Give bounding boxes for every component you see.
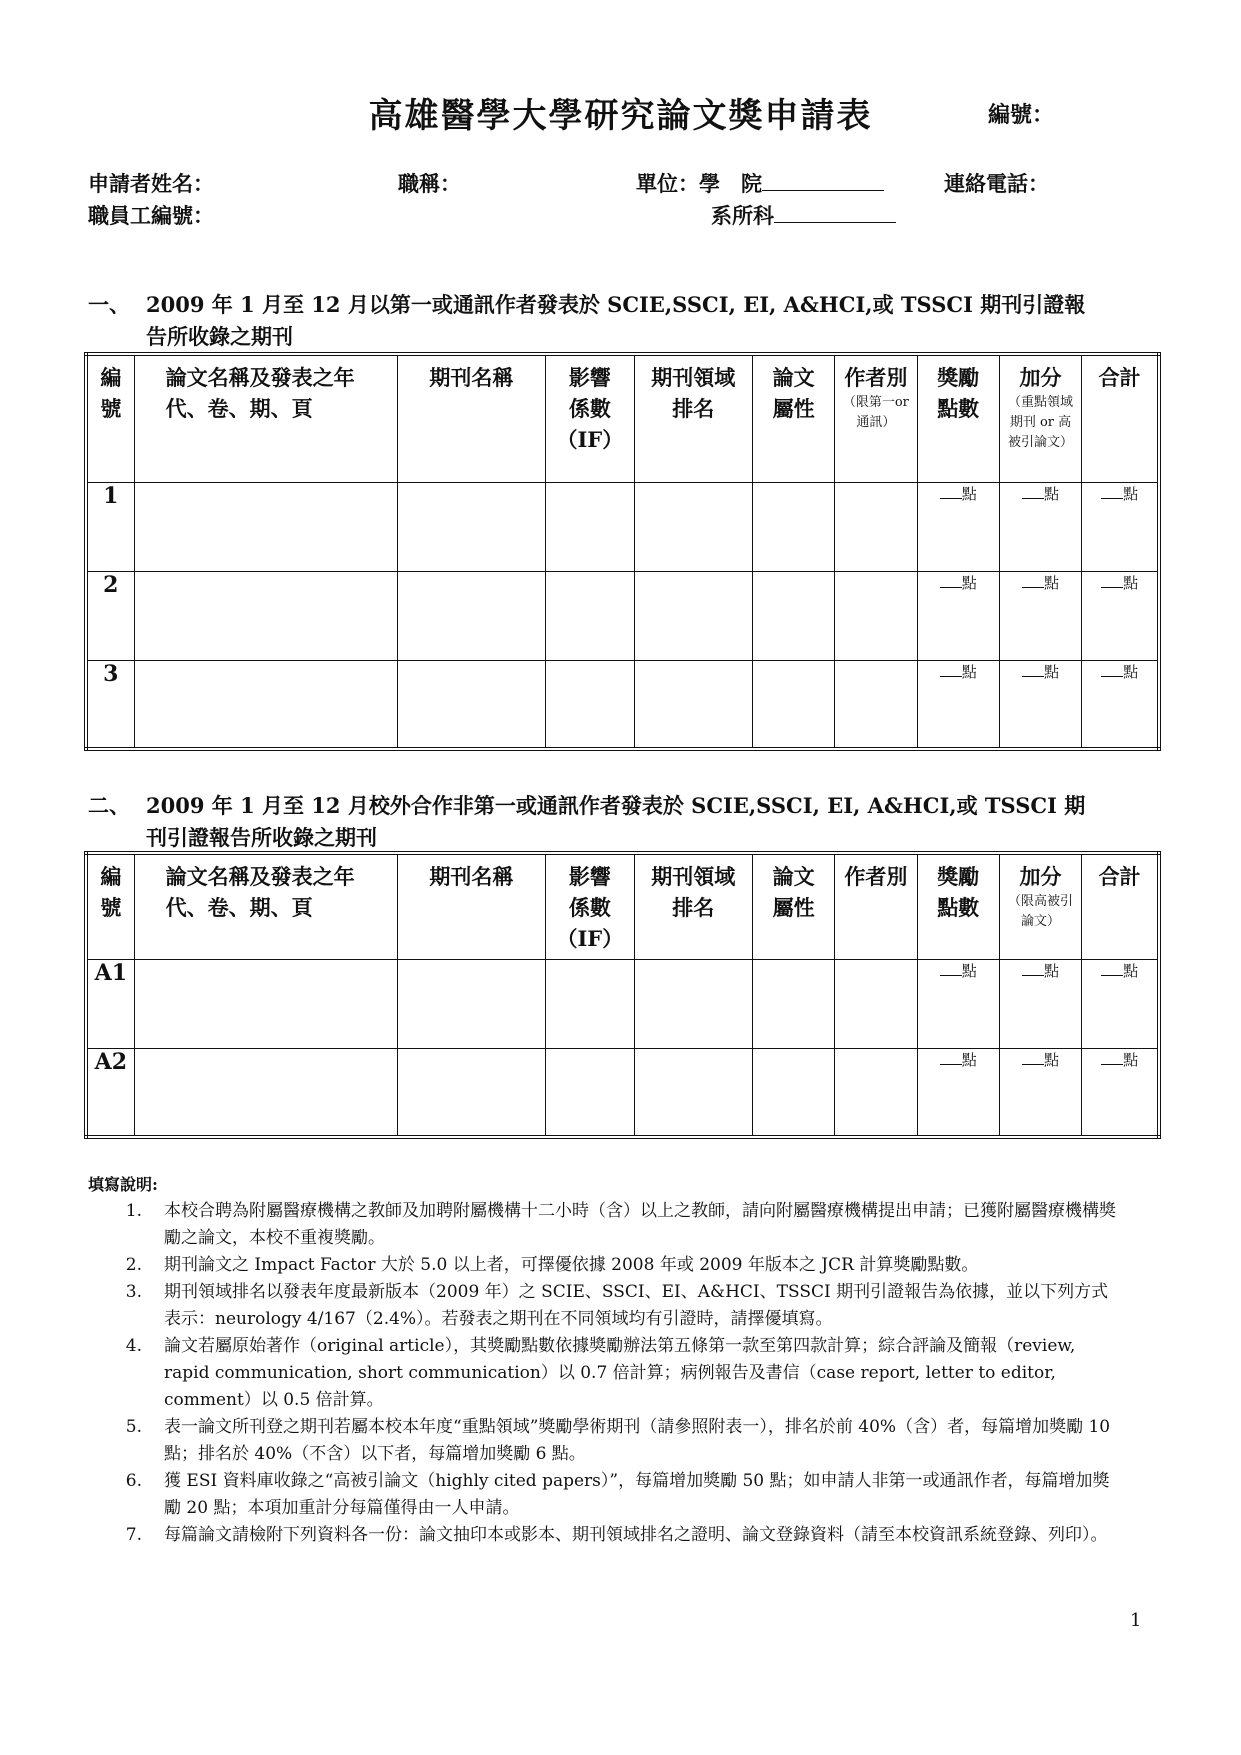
total-cell[interactable]: 點 — [1082, 571, 1159, 660]
section1-table — [84, 352, 1161, 751]
page-title: 高雄醫學大學研究論文獎申請表 — [368, 96, 873, 136]
if-cell[interactable] — [546, 959, 634, 1048]
journal-cell[interactable] — [397, 660, 546, 749]
rank-cell[interactable] — [634, 1048, 752, 1137]
col-author-header: 作者別 （限第一or 通訊） — [835, 354, 917, 482]
rank-cell[interactable] — [634, 571, 752, 660]
table-row — [86, 660, 1159, 749]
section2-title-line2: 刊引證報告所收錄之期刊 — [146, 825, 377, 850]
bonus-cell[interactable]: 點 — [999, 482, 1081, 571]
journal-cell[interactable] — [397, 482, 546, 571]
bonus-cell[interactable]: 點 — [999, 660, 1081, 749]
bonus-note: （重點領域期刊 or 高被引論文） — [1007, 395, 1073, 450]
col-paper-header: 論文名稱及發表之年代、卷、期、頁 — [134, 853, 397, 959]
type-cell[interactable] — [752, 660, 834, 749]
col-rank-header: 期刊領域排名 — [634, 853, 752, 959]
col-bonus-header: 加分 （限高被引論文） — [999, 853, 1081, 959]
author-cell[interactable] — [835, 660, 917, 749]
rank-cell[interactable] — [634, 959, 752, 1048]
total-cell[interactable]: 點 — [1082, 482, 1159, 571]
unit-blank — [762, 170, 884, 191]
paper-cell[interactable] — [134, 482, 397, 571]
staff-id-label: 職員工編號： — [88, 203, 214, 228]
paper-cell[interactable] — [134, 959, 397, 1048]
rank-cell[interactable] — [634, 660, 752, 749]
list-item: 4. 論文若屬原始著作（original article），其獎勵點數依據獎勵辦法第五條第一款至第四款計算；綜合評論及簡報（review, rapid communication, short communication）以 0.7 倍計算；病例報告及書信（case report, letter to editor, comment）以 0.5 倍計算。 — [125, 1336, 1076, 1410]
unit-field — [636, 168, 884, 198]
phone-label: 連絡電話： — [944, 171, 1049, 196]
col-no-header: 編號 — [86, 354, 134, 482]
author-cell[interactable] — [835, 482, 917, 571]
col-points-header: 獎勵點數 — [917, 354, 999, 482]
section1-header-row — [86, 354, 1159, 482]
table-row — [86, 1048, 1159, 1137]
bonus-cell[interactable]: 點 — [999, 571, 1081, 660]
author-cell[interactable] — [835, 571, 917, 660]
list-item: 5. 表一論文所刊登之期刊若屬本校本年度“重點領域”獎勵學術期刊（請參照附表一），排名於前 40%（含）者，每篇增加獎勵 10 點；排名於 40%（不含）以下者，每篇增加獎勵 6 點。 — [125, 1417, 1111, 1464]
author-cell[interactable] — [835, 959, 917, 1048]
section2-heading — [88, 790, 1168, 854]
points-cell[interactable]: 點 — [917, 959, 999, 1048]
points-cell[interactable]: 點 — [917, 482, 999, 571]
section2-header-row — [86, 853, 1159, 959]
row-number: A2 — [86, 1048, 134, 1137]
paper-cell[interactable] — [134, 1048, 397, 1137]
col-no-header: 編號 — [86, 853, 134, 959]
page-number: 1 — [1130, 1610, 1142, 1631]
row-number: 2 — [86, 571, 134, 660]
if-cell[interactable] — [546, 660, 634, 749]
position-label: 職稱： — [398, 171, 461, 196]
points-cell[interactable]: 點 — [917, 571, 999, 660]
row-number: 1 — [86, 482, 134, 571]
paper-cell[interactable] — [134, 660, 397, 749]
type-cell[interactable] — [752, 482, 834, 571]
col-journal-header: 期刊名稱 — [397, 853, 546, 959]
unit-label: 單位：學 院 — [636, 171, 762, 196]
section1-number: 一、 — [88, 292, 130, 317]
col-total-header: 合計 — [1082, 853, 1159, 959]
col-if-header: 影響係數 （IF） — [546, 354, 634, 482]
table-row — [86, 571, 1159, 660]
col-points-header: 獎勵點數 — [917, 853, 999, 959]
if-abbrev: （IF） — [556, 427, 624, 452]
col-bonus-header: 加分 （重點領域期刊 or 高被引論文） — [999, 354, 1081, 482]
col-journal-header: 期刊名稱 — [397, 354, 546, 482]
type-cell[interactable] — [752, 571, 834, 660]
list-item: 2. 期刊論文之 Impact Factor 大於 5.0 以上者，可擇優依據 2008 年或 2009 年版本之 JCR 計算獎勵點數。 — [125, 1255, 979, 1275]
journal-cell[interactable] — [397, 959, 546, 1048]
journal-cell[interactable] — [397, 571, 546, 660]
type-cell[interactable] — [752, 1048, 834, 1137]
col-author-header: 作者別 — [835, 853, 917, 959]
section1-heading — [88, 289, 1168, 353]
section2-title-line1: 2009 年 1 月至 12 月校外合作非第一或通訊作者發表於 SCIE,SSCI, EI, A&HCI,或 TSSCI 期 — [146, 793, 1086, 818]
points-cell[interactable]: 點 — [917, 660, 999, 749]
list-item: 7. 每篇論文請檢附下列資料各一份：論文抽印本或影本、期刊領域排名之證明、論文登錄資料（請至本校資訊系統登錄、列印）。 — [125, 1525, 1108, 1545]
bonus-note: （限高被引論文） — [1007, 894, 1073, 929]
type-cell[interactable] — [752, 959, 834, 1048]
bonus-cell[interactable]: 點 — [999, 1048, 1081, 1137]
dept-field — [711, 200, 896, 230]
if-cell[interactable] — [546, 1048, 634, 1137]
list-item: 6. 獲 ESI 資料庫收錄之“高被引論文（highly cited papers）”，每篇增加獎勵 50 點；如申請人非第一或通訊作者，每篇增加獎勵 20 點；本項加重計分每篇僅得由一人申請。 — [125, 1471, 1110, 1518]
section2-table — [84, 851, 1161, 1139]
list-item: 1. 本校合聘為附屬醫療機構之教師及加聘附屬機構十二小時（含）以上之教師，請向附屬醫療機構提出申請；已獲附屬醫療機構獎勵之論文，本校不重複獎勵。 — [125, 1201, 1116, 1248]
doc-number-label: 編號： — [988, 102, 1055, 128]
col-rank-header: 期刊領域排名 — [634, 354, 752, 482]
col-type-header: 論文屬性 — [752, 354, 834, 482]
if-abbrev: （IF） — [556, 926, 624, 951]
total-cell[interactable]: 點 — [1082, 1048, 1159, 1137]
list-item: 3. 期刊領域排名以發表年度最新版本（2009 年）之 SCIE、SSCI、EI、A&HCI、TSSCI 期刊引證報告為依據，並以下列方式表示：neurology 4/167（2.4%）。若發表之期刊在不同領域均有引證時，請擇優填寫。 — [125, 1282, 1109, 1329]
total-cell[interactable]: 點 — [1082, 660, 1159, 749]
dept-blank — [774, 202, 896, 223]
section1-title-line2: 告所收錄之期刊 — [146, 324, 293, 349]
paper-cell[interactable] — [134, 571, 397, 660]
notes-title: 填寫說明: — [88, 1175, 158, 1194]
journal-cell[interactable] — [397, 1048, 546, 1137]
section1-title-line1: 2009 年 1 月至 12 月以第一或通訊作者發表於 SCIE,SSCI, EI, A&HCI,或 TSSCI 期刊引證報 — [146, 292, 1086, 317]
author-note: （限第一or 通訊） — [842, 395, 909, 430]
table-row — [86, 482, 1159, 571]
table-row — [86, 959, 1159, 1048]
col-paper-header: 論文名稱及發表之年代、卷、期、頁 — [134, 354, 397, 482]
points-cell[interactable]: 點 — [917, 1048, 999, 1137]
if-cell[interactable] — [546, 571, 634, 660]
col-total-header: 合計 — [1082, 354, 1159, 482]
row-number: 3 — [86, 660, 134, 749]
total-cell[interactable]: 點 — [1082, 959, 1159, 1048]
author-cell[interactable] — [835, 1048, 917, 1137]
dept-label: 系所科 — [711, 203, 774, 228]
bonus-cell[interactable]: 點 — [999, 959, 1081, 1048]
if-cell[interactable] — [546, 482, 634, 571]
applicant-name-label: 申請者姓名： — [88, 171, 214, 196]
notes-list — [118, 1198, 1118, 1549]
row-number: A1 — [86, 959, 134, 1048]
section2-number: 二、 — [88, 793, 130, 818]
rank-cell[interactable] — [634, 482, 752, 571]
col-type-header: 論文屬性 — [752, 853, 834, 959]
col-if-header: 影響係數 （IF） — [546, 853, 634, 959]
